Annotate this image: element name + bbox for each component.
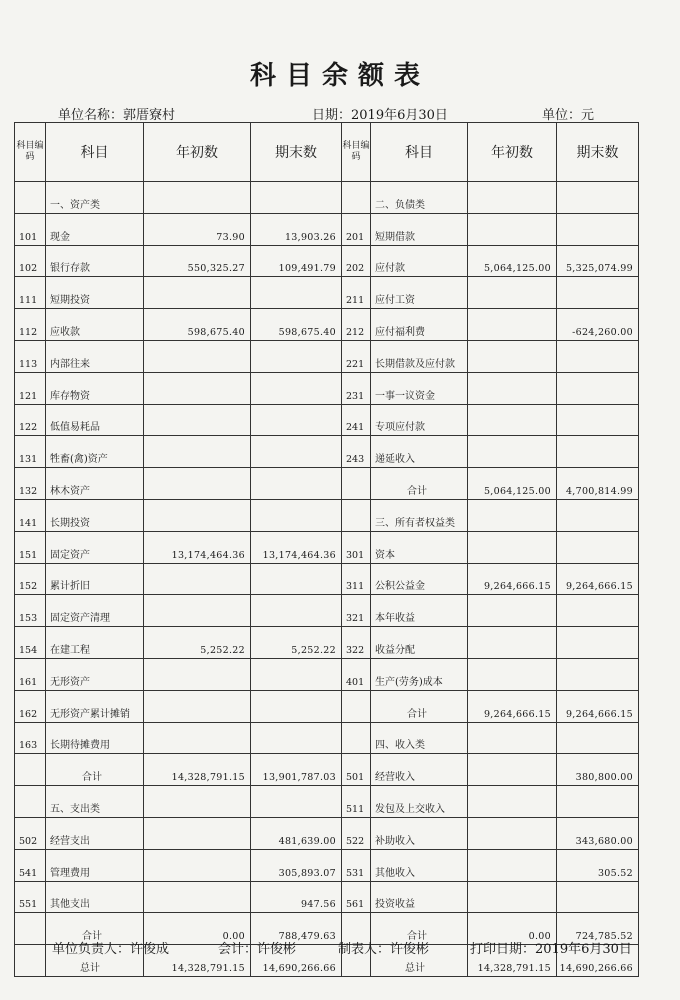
cell-end-right: 9,264,666.15 <box>557 563 639 595</box>
cell-end-left <box>251 595 342 627</box>
cell-code-right: 243 <box>342 436 371 468</box>
cell-end-right: 343,680.00 <box>557 817 639 849</box>
table-header-row <box>15 123 639 182</box>
cell-code-left <box>15 786 46 818</box>
cell-subject-right: 合计 <box>371 468 468 500</box>
table-row <box>15 690 639 722</box>
table-row <box>15 182 639 214</box>
cell-subject-left: 管理费用 <box>46 849 144 881</box>
cell-end-right <box>557 595 639 627</box>
cell-end-left: 13,903.26 <box>251 213 342 245</box>
cell-code-left <box>15 182 46 214</box>
cell-end-right <box>557 658 639 690</box>
cell-begin-right: 5,064,125.00 <box>468 468 557 500</box>
cell-subject-right: 短期借款 <box>371 213 468 245</box>
table-row <box>15 340 639 372</box>
cell-end-right <box>557 436 639 468</box>
cell-subject-right: 总计 <box>371 945 468 977</box>
currency-unit-label: 单位：元 <box>542 108 595 123</box>
cell-end-left: 598,675.40 <box>251 309 342 341</box>
cell-code-left: 102 <box>15 245 46 277</box>
table-row <box>15 817 639 849</box>
header-begin-right: 年初数 <box>468 123 557 182</box>
cell-subject-right: 长期借款及应付款 <box>371 340 468 372</box>
cell-code-right: 202 <box>342 245 371 277</box>
cell-end-right: 724,785.52 <box>557 913 639 945</box>
cell-begin-left <box>144 690 251 722</box>
cell-subject-right: 三、所有者权益类 <box>371 499 468 531</box>
cell-begin-left <box>144 404 251 436</box>
cell-code-right: 231 <box>342 372 371 404</box>
cell-code-left: 151 <box>15 531 46 563</box>
cell-begin-left: 0.00 <box>144 913 251 945</box>
cell-end-left <box>251 372 342 404</box>
cell-code-right: 241 <box>342 404 371 436</box>
cell-code-left: 152 <box>15 563 46 595</box>
cell-begin-left: 14,328,791.15 <box>144 945 251 977</box>
cell-code-left: 541 <box>15 849 46 881</box>
unit-name-label: 单位名称：郭厝寮村 <box>58 108 176 123</box>
cell-subject-left: 现金 <box>46 213 144 245</box>
cell-code-left: 153 <box>15 595 46 627</box>
cell-code-right: 501 <box>342 754 371 786</box>
cell-begin-right <box>468 309 557 341</box>
cell-end-right: 305.52 <box>557 849 639 881</box>
cell-code-right: 211 <box>342 277 371 309</box>
cell-begin-right <box>468 754 557 786</box>
table-row <box>15 213 639 245</box>
cell-subject-right: 资本 <box>371 531 468 563</box>
cell-begin-left <box>144 182 251 214</box>
cell-code-left: 113 <box>15 340 46 372</box>
header-end-right: 期末数 <box>557 123 639 182</box>
cell-subject-left: 短期投资 <box>46 277 144 309</box>
cell-end-right <box>557 213 639 245</box>
cell-end-left <box>251 658 342 690</box>
table-row <box>15 436 639 468</box>
cell-subject-right: 四、收入类 <box>371 722 468 754</box>
cell-end-right <box>557 627 639 659</box>
cell-subject-right: 合计 <box>371 913 468 945</box>
cell-end-right: 380,800.00 <box>557 754 639 786</box>
cell-begin-right: 9,264,666.15 <box>468 690 557 722</box>
cell-begin-left <box>144 468 251 500</box>
table-row <box>15 627 639 659</box>
cell-begin-right <box>468 372 557 404</box>
cell-code-right: 531 <box>342 849 371 881</box>
cell-subject-left: 合计 <box>46 913 144 945</box>
cell-end-left <box>251 182 342 214</box>
cell-end-right: 5,325,074.99 <box>557 245 639 277</box>
table-row <box>15 786 639 818</box>
cell-subject-left: 总计 <box>46 945 144 977</box>
cell-subject-right: 合计 <box>371 690 468 722</box>
preparer-signature: 制表人：许俊彬 <box>338 942 430 957</box>
table-row <box>15 563 639 595</box>
cell-end-left <box>251 499 342 531</box>
cell-code-right: 301 <box>342 531 371 563</box>
cell-subject-right: 应付福利费 <box>371 309 468 341</box>
cell-subject-left: 固定资产 <box>46 531 144 563</box>
accountant-signature: 会计：许俊彬 <box>218 942 297 957</box>
print-date: 打印日期：2019年6月30日 <box>470 942 632 957</box>
cell-end-left: 305,893.07 <box>251 849 342 881</box>
cell-begin-left <box>144 372 251 404</box>
cell-code-left: 101 <box>15 213 46 245</box>
cell-begin-left <box>144 817 251 849</box>
cell-subject-left: 库存物资 <box>46 372 144 404</box>
leader-signature: 单位负责人：许俊成 <box>52 942 170 957</box>
header-code-left: 科目编码 <box>15 123 46 182</box>
cell-end-right <box>557 531 639 563</box>
cell-subject-right: 生产(劳务)成本 <box>371 658 468 690</box>
balance-table <box>14 122 639 977</box>
cell-end-left <box>251 340 342 372</box>
cell-subject-right: 一事一议资金 <box>371 372 468 404</box>
cell-begin-right <box>468 881 557 913</box>
cell-end-left: 14,690,266.66 <box>251 945 342 977</box>
cell-begin-right <box>468 277 557 309</box>
cell-end-right: 4,700,814.99 <box>557 468 639 500</box>
cell-begin-right <box>468 786 557 818</box>
table-row <box>15 245 639 277</box>
cell-begin-right <box>468 658 557 690</box>
cell-subject-left: 长期待摊费用 <box>46 722 144 754</box>
cell-code-left: 122 <box>15 404 46 436</box>
cell-subject-left: 长期投资 <box>46 499 144 531</box>
cell-begin-left <box>144 881 251 913</box>
cell-end-right <box>557 372 639 404</box>
cell-begin-right <box>468 436 557 468</box>
cell-code-right: 221 <box>342 340 371 372</box>
cell-begin-right <box>468 595 557 627</box>
cell-end-left <box>251 404 342 436</box>
table-row <box>15 881 639 913</box>
cell-subject-left: 在建工程 <box>46 627 144 659</box>
cell-end-right <box>557 404 639 436</box>
cell-begin-right: 14,328,791.15 <box>468 945 557 977</box>
table-row <box>15 531 639 563</box>
cell-code-right: 201 <box>342 213 371 245</box>
cell-subject-left: 其他支出 <box>46 881 144 913</box>
cell-subject-left: 无形资产 <box>46 658 144 690</box>
cell-code-right <box>342 499 371 531</box>
cell-subject-left: 累计折旧 <box>46 563 144 595</box>
cell-code-right: 511 <box>342 786 371 818</box>
cell-begin-right <box>468 817 557 849</box>
cell-begin-left: 14,328,791.15 <box>144 754 251 786</box>
header-end-left: 期末数 <box>251 123 342 182</box>
cell-end-left: 481,639.00 <box>251 817 342 849</box>
cell-subject-right: 应付款 <box>371 245 468 277</box>
cell-subject-left: 内部往来 <box>46 340 144 372</box>
cell-subject-left: 五、支出类 <box>46 786 144 818</box>
table-row <box>15 722 639 754</box>
cell-begin-left: 598,675.40 <box>144 309 251 341</box>
cell-code-left <box>15 945 46 977</box>
header-code-right: 科目编码 <box>342 123 371 182</box>
cell-begin-left: 550,325.27 <box>144 245 251 277</box>
cell-code-right: 321 <box>342 595 371 627</box>
cell-code-right <box>342 690 371 722</box>
cell-code-right: 311 <box>342 563 371 595</box>
table-body <box>15 182 639 977</box>
cell-end-right: -624,260.00 <box>557 309 639 341</box>
cell-begin-left <box>144 499 251 531</box>
cell-code-left: 162 <box>15 690 46 722</box>
cell-subject-right: 本年收益 <box>371 595 468 627</box>
cell-begin-left <box>144 658 251 690</box>
cell-end-left <box>251 786 342 818</box>
cell-begin-right <box>468 849 557 881</box>
cell-subject-right: 公积公益金 <box>371 563 468 595</box>
cell-code-left: 111 <box>15 277 46 309</box>
cell-code-left <box>15 754 46 786</box>
cell-code-left: 112 <box>15 309 46 341</box>
cell-begin-left <box>144 595 251 627</box>
cell-subject-left: 一、资产类 <box>46 182 144 214</box>
cell-subject-right: 补助收入 <box>371 817 468 849</box>
cell-begin-right <box>468 340 557 372</box>
cell-subject-left: 应收款 <box>46 309 144 341</box>
cell-subject-left: 林木资产 <box>46 468 144 500</box>
cell-end-left: 788,479.63 <box>251 913 342 945</box>
cell-begin-right <box>468 213 557 245</box>
cell-begin-right <box>468 182 557 214</box>
cell-subject-right: 专项应付款 <box>371 404 468 436</box>
cell-subject-left: 固定资产清理 <box>46 595 144 627</box>
cell-end-left <box>251 436 342 468</box>
table-row <box>15 595 639 627</box>
cell-subject-left: 低值易耗品 <box>46 404 144 436</box>
cell-code-left: 131 <box>15 436 46 468</box>
cell-code-right: 561 <box>342 881 371 913</box>
cell-code-left: 551 <box>15 881 46 913</box>
cell-code-right <box>342 722 371 754</box>
cell-begin-right <box>468 722 557 754</box>
cell-code-right: 522 <box>342 817 371 849</box>
cell-code-left <box>15 913 46 945</box>
cell-subject-right: 递延收入 <box>371 436 468 468</box>
header-begin-left: 年初数 <box>144 123 251 182</box>
header-subject-left: 科目 <box>46 123 144 182</box>
table-row <box>15 468 639 500</box>
cell-end-left <box>251 563 342 595</box>
cell-code-left: 121 <box>15 372 46 404</box>
cell-begin-left: 5,252.22 <box>144 627 251 659</box>
cell-begin-right <box>468 627 557 659</box>
cell-begin-right <box>468 499 557 531</box>
table-row <box>15 404 639 436</box>
cell-subject-right: 应付工资 <box>371 277 468 309</box>
table-row <box>15 499 639 531</box>
cell-end-right: 14,690,266.66 <box>557 945 639 977</box>
page-title: 科目余额表 <box>249 61 430 91</box>
cell-code-left: 163 <box>15 722 46 754</box>
cell-end-right <box>557 786 639 818</box>
cell-end-right <box>557 182 639 214</box>
cell-subject-right: 投资收益 <box>371 881 468 913</box>
cell-end-left <box>251 722 342 754</box>
cell-end-right: 9,264,666.15 <box>557 690 639 722</box>
cell-code-left: 502 <box>15 817 46 849</box>
table-row <box>15 658 639 690</box>
cell-begin-right: 9,264,666.15 <box>468 563 557 595</box>
cell-end-left: 13,174,464.36 <box>251 531 342 563</box>
cell-code-right <box>342 468 371 500</box>
cell-begin-left <box>144 340 251 372</box>
cell-begin-right: 5,064,125.00 <box>468 245 557 277</box>
cell-begin-right <box>468 404 557 436</box>
cell-code-right: 212 <box>342 309 371 341</box>
cell-subject-left: 银行存款 <box>46 245 144 277</box>
cell-end-right <box>557 340 639 372</box>
cell-code-left: 154 <box>15 627 46 659</box>
cell-end-left: 109,491.79 <box>251 245 342 277</box>
cell-begin-left: 73.90 <box>144 213 251 245</box>
cell-subject-right: 收益分配 <box>371 627 468 659</box>
cell-subject-right: 经营收入 <box>371 754 468 786</box>
cell-subject-left: 无形资产累计摊销 <box>46 690 144 722</box>
cell-begin-left <box>144 277 251 309</box>
table-row <box>15 754 639 786</box>
cell-end-right <box>557 722 639 754</box>
cell-end-left: 13,901,787.03 <box>251 754 342 786</box>
table-row <box>15 372 639 404</box>
cell-end-right <box>557 277 639 309</box>
cell-begin-left <box>144 786 251 818</box>
cell-end-left <box>251 277 342 309</box>
cell-subject-right: 二、负债类 <box>371 182 468 214</box>
cell-end-right <box>557 499 639 531</box>
cell-end-left: 947.56 <box>251 881 342 913</box>
cell-end-left: 5,252.22 <box>251 627 342 659</box>
cell-begin-left <box>144 563 251 595</box>
cell-subject-left: 经营支出 <box>46 817 144 849</box>
header-subject-right: 科目 <box>371 123 468 182</box>
cell-code-left: 161 <box>15 658 46 690</box>
cell-subject-left: 合计 <box>46 754 144 786</box>
cell-code-right: 401 <box>342 658 371 690</box>
cell-end-left <box>251 690 342 722</box>
cell-begin-left <box>144 849 251 881</box>
cell-subject-right: 其他收入 <box>371 849 468 881</box>
cell-code-right: 322 <box>342 627 371 659</box>
cell-end-right <box>557 881 639 913</box>
table-row <box>15 849 639 881</box>
cell-begin-left: 13,174,464.36 <box>144 531 251 563</box>
cell-subject-left: 牲畜(禽)资产 <box>46 436 144 468</box>
table-row <box>15 309 639 341</box>
cell-code-left: 132 <box>15 468 46 500</box>
cell-code-right <box>342 182 371 214</box>
cell-begin-left <box>144 436 251 468</box>
cell-begin-right <box>468 531 557 563</box>
cell-end-left <box>251 468 342 500</box>
cell-code-left: 141 <box>15 499 46 531</box>
cell-begin-left <box>144 722 251 754</box>
date-label: 日期：2019年6月30日 <box>312 108 448 123</box>
cell-subject-right: 发包及上交收入 <box>371 786 468 818</box>
cell-begin-right: 0.00 <box>468 913 557 945</box>
table-row <box>15 277 639 309</box>
